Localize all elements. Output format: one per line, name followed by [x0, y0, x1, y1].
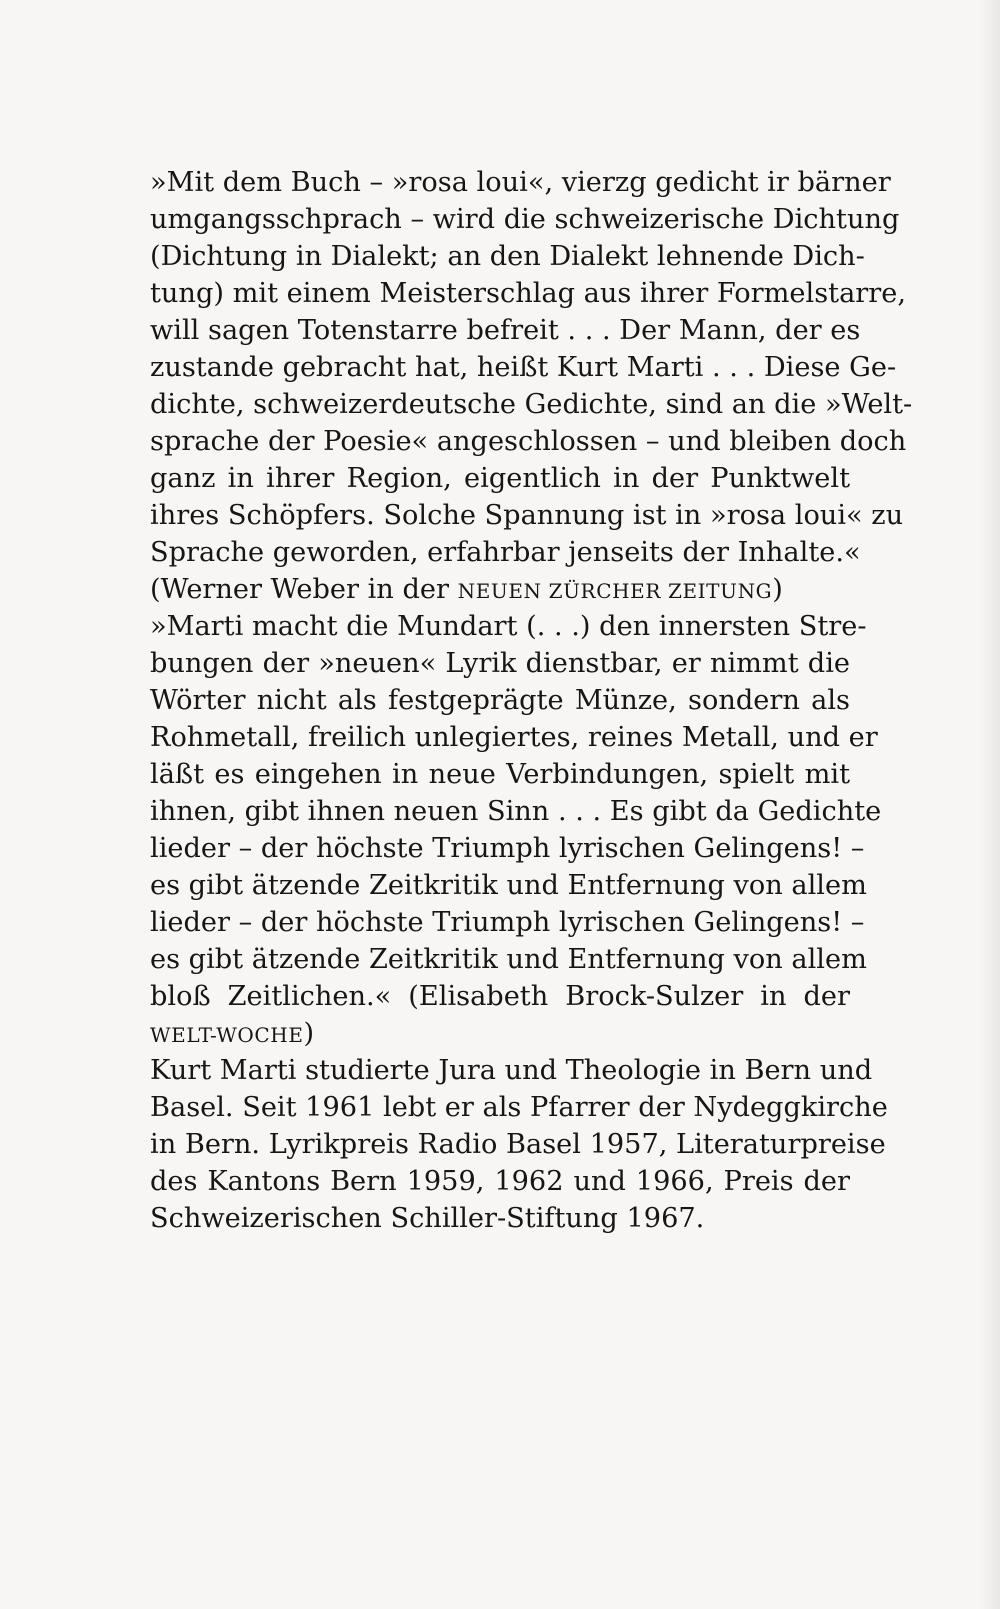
bio-line: des Kantons Bern 1959, 1962 und 1966, Preis der [150, 1166, 850, 1197]
blurb-line: »Mit dem Buch – »rosa loui«, vierzg gedicht ir bärner [150, 167, 891, 198]
attribution-prefix: (Werner Weber in der [150, 574, 458, 605]
attribution-source: WELT-WOCHE [150, 1023, 304, 1047]
review-attribution [150, 1015, 850, 1052]
attribution-source: NEUEN ZÜRCHER ZEITUNG [457, 579, 773, 603]
blurb-line: dichte, schweizerdeutsche Gedichte, sind an die »Welt- [150, 389, 913, 420]
bio-line: in Bern. Lyrikpreis Radio Basel 1957, Literaturpreise [150, 1129, 886, 1160]
review-line: lieder – der höchste Triumph lyrischen Gelingens! – [150, 907, 865, 938]
blurb-line: tung) mit einem Meisterschlag aus ihrer Formelstarre, [150, 278, 907, 309]
review-line: es gibt ätzende Zeitkritik und Entfernung von allem [150, 944, 867, 975]
review-line: es gibt ätzende Zeitkritik und Entfernung von allem [150, 870, 867, 901]
blurb-line: Sprache geworden, erfahrbar jenseits der Inhalte.« [150, 537, 861, 568]
review-line: Rohmetall, freilich unlegiertes, reines Metall, und er [150, 722, 878, 753]
review-line: lieder – der höchste Triumph lyrischen Gelingens! – [150, 833, 865, 864]
review-line: bloß Zeitlichen.« (Elisabeth Brock-Sulzer in der [150, 981, 850, 1012]
bio-line: Schweizerischen Schiller-Stiftung 1967. [150, 1203, 705, 1234]
blurb-text-block [150, 164, 913, 1237]
blurb-line: sprache der Poesie« angeschlossen – und bleiben doch [150, 426, 907, 457]
blurb-line: umgangsschprach – wird die schweizerische Dichtung [150, 204, 900, 235]
bio-line: Basel. Seit 1961 lebt er als Pfarrer der Nydeggkirche [150, 1092, 888, 1123]
attribution-suffix: ) [772, 574, 783, 605]
blurb-line: (Dichtung in Dialekt; an den Dialekt lehnende Dich- [150, 241, 865, 272]
blurb-line: ganz in ihrer Region, eigentlich in der Punktwelt [150, 463, 850, 494]
blurb-line: will sagen Totenstarre befreit . . . Der Mann, der es [150, 315, 861, 346]
blurb-line: ihres Schöpfers. Solche Spannung ist in »rosa loui« zu [150, 500, 904, 531]
review-line: »Marti macht die Mundart (. . .) den innersten Stre- [150, 611, 867, 642]
review-line: Wörter nicht als festgeprägte Münze, sondern als [150, 685, 850, 716]
blurb-attribution [150, 571, 850, 608]
bio-line: Kurt Marti studierte Jura und Theologie in Bern und [150, 1055, 873, 1086]
blurb-line: zustande gebracht hat, heißt Kurt Marti . . . Diese Ge- [150, 352, 897, 383]
review-line: ihnen, gibt ihnen neuen Sinn . . . Es gibt da Gedichte [150, 796, 882, 827]
review-line: bungen der »neuen« Lyrik dienstbar, er nimmt die [150, 648, 850, 679]
attribution-suffix: ) [303, 1018, 315, 1049]
review-line: läßt es eingehen in neue Verbindungen, spielt mit [150, 759, 850, 790]
